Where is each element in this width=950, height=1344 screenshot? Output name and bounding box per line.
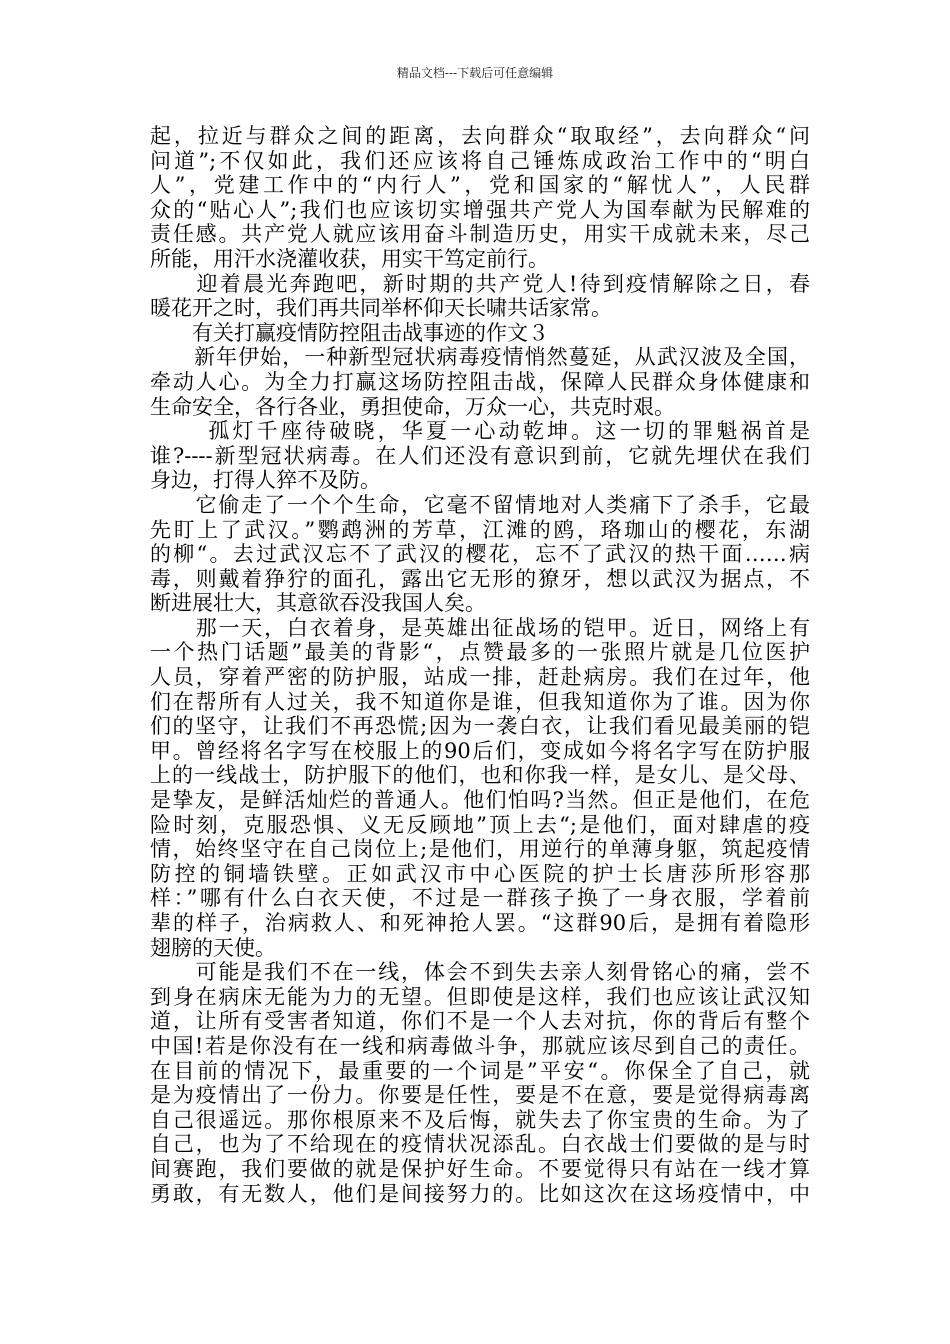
text-line: 起，拉近与群众之间的距离，去向群众“取取经”，去向群众“问: [150, 124, 810, 148]
text-line: 自己，也为了不给现在的疫情状况添乱。白衣战士们要做的是与时: [150, 1132, 810, 1157]
text-line: 间赛跑，我们要做的就是保护好生命。不要觉得只有站在一线才算: [150, 1156, 810, 1181]
text-line: 中国!若是你没有在一线和病毒做斗争，那就应该尽到自己的责任。: [150, 1033, 810, 1058]
text-line: 在目前的情况下，最重要的一个词是”平安“。你保全了自己，就: [150, 1058, 810, 1083]
text-line: 人”，党建工作中的“内行人”，党和国家的“解忧人”，人民群: [150, 173, 810, 198]
text-line: 先盯上了武汉。”鹦鹉洲的芳草，江滩的鸥，珞珈山的樱花，东湖: [150, 517, 810, 542]
text-line: 甲。曾经将名字写在校服上的90后们，变成如今将名字写在防护服: [150, 738, 810, 763]
text-line: 勇敢，有无数人，他们是间接努力的。比如这次在这场疫情中，中: [150, 1181, 810, 1206]
text-line: 自己很遥远。那你根原来不及后悔，就失去了你宝贵的生命。为了: [150, 1107, 810, 1132]
text-line: 有关打赢疫情防控阻击战事迹的作文３: [150, 320, 549, 345]
text-line: 那一天，白衣着身，是英雄出征战场的铠甲。近日，网络上有: [150, 615, 810, 640]
text-line: 众的“贴心人”;我们也应该切实增强共产党人为国奉献为民解难的: [150, 197, 810, 222]
text-line: 辈的样子，治病救人、和死神抢人罢。“这群90后，是拥有着隐形: [150, 911, 810, 935]
text-line: 样：”哪有什么白衣天使，不过是一群孩子换了一身衣服，学着前: [150, 886, 810, 911]
text-line: 一个热门话题”最美的背影“，点赞最多的一张照片就是几位医护: [150, 640, 810, 665]
text-line: 身边，打得人猝不及防。: [150, 468, 381, 493]
text-line: 毒，则戴着狰狞的面孔，露出它无形的獠牙，想以武汉为据点，不: [150, 566, 810, 591]
text-line: 生命安全，各行各业，勇担使命，万众一心，共克时艰。: [150, 394, 675, 419]
text-line: 的柳“。去过武汉忘不了武汉的樱花，忘不了武汉的热干面……病: [150, 542, 810, 567]
text-line: 到身在病床无能为力的无望。但即使是这样，我们也应该让武汉知: [150, 984, 810, 1009]
text-line: 翅膀的天使。: [150, 935, 276, 960]
text-line: 问道”;不仅如此，我们还应该将自己锤炼成政治工作中的“明白: [150, 148, 810, 173]
text-line: 们在帮所有人过关，我不知道你是谁，但我知道你为了谁。因为你: [150, 689, 810, 714]
text-line: 牵动人心。为全力打赢这场防控阻击战，保障人民群众身体健康和: [150, 369, 810, 394]
text-line: 暖花开之时，我们再共同举杯仰天长啸共话家常。: [150, 296, 612, 321]
text-line: 们的坚守，让我们不再恐慌;因为一袭白衣，让我们看见最美丽的铠: [150, 714, 810, 739]
text-line: 情，始终坚守在自己岗位上;是他们，用逆行的单薄身躯，筑起疫情: [150, 837, 810, 862]
text-line: 险时刻，克服恐惧、义无反顾地”顶上去“;是他们，面对肆虐的疫: [150, 812, 810, 837]
text-line: 人员，穿着严密的防护服，站成一排，赶赴病房。我们在过年，他: [150, 665, 810, 690]
text-line: 可能是我们不在一线，体会不到失去亲人刻骨铭心的痛，尝不: [150, 960, 810, 985]
text-line: 迎着晨光奔跑吧，新时期的共产党人!待到疫情解除之日，春: [150, 271, 810, 296]
text-line: 新年伊始，一种新型冠状病毒疫情悄然蔓延，从武汉波及全国，: [150, 345, 810, 370]
text-line: 责任感。共产党人就应该用奋斗制造历史，用实干成就未来，尽己: [150, 222, 810, 247]
text-line: 它偷走了一个个生命，它毫不留情地对人类痛下了杀手，它最: [150, 492, 810, 517]
text-line: 孤灯千座待破晓，华夏一心动乾坤。这一切的罪魁祸首是: [150, 419, 810, 444]
text-line: 断进展壮大，其意欲吞没我国人矣。: [150, 591, 486, 616]
text-line: 谁?----新型冠状病毒。在人们还没有意识到前，它就先埋伏在我们: [150, 443, 810, 468]
text-line: 道，让所有受害者知道，你们不是一个人去对抗，你的背后有整个: [150, 1009, 810, 1034]
text-line: 是挚友，是鲜活灿烂的普通人。他们怕吗?当然。但正是他们，在危: [150, 788, 810, 813]
document-body: [150, 124, 810, 1206]
text-line: 所能，用汗水浇灌收获，用实干笃定前行。: [150, 246, 549, 271]
page-header: 精品文档---下载后可任意编辑: [396, 66, 554, 80]
text-line: 是为疫情出了一份力。你要是任性，要是不在意，要是觉得病毒离: [150, 1083, 810, 1108]
text-line: 上的一线战士，防护服下的他们，也和你我一样，是女儿、是父母、: [150, 763, 810, 788]
text-line: 防控的铜墙铁壁。正如武汉市中心医院的护士长唐莎所形容那: [150, 861, 810, 886]
